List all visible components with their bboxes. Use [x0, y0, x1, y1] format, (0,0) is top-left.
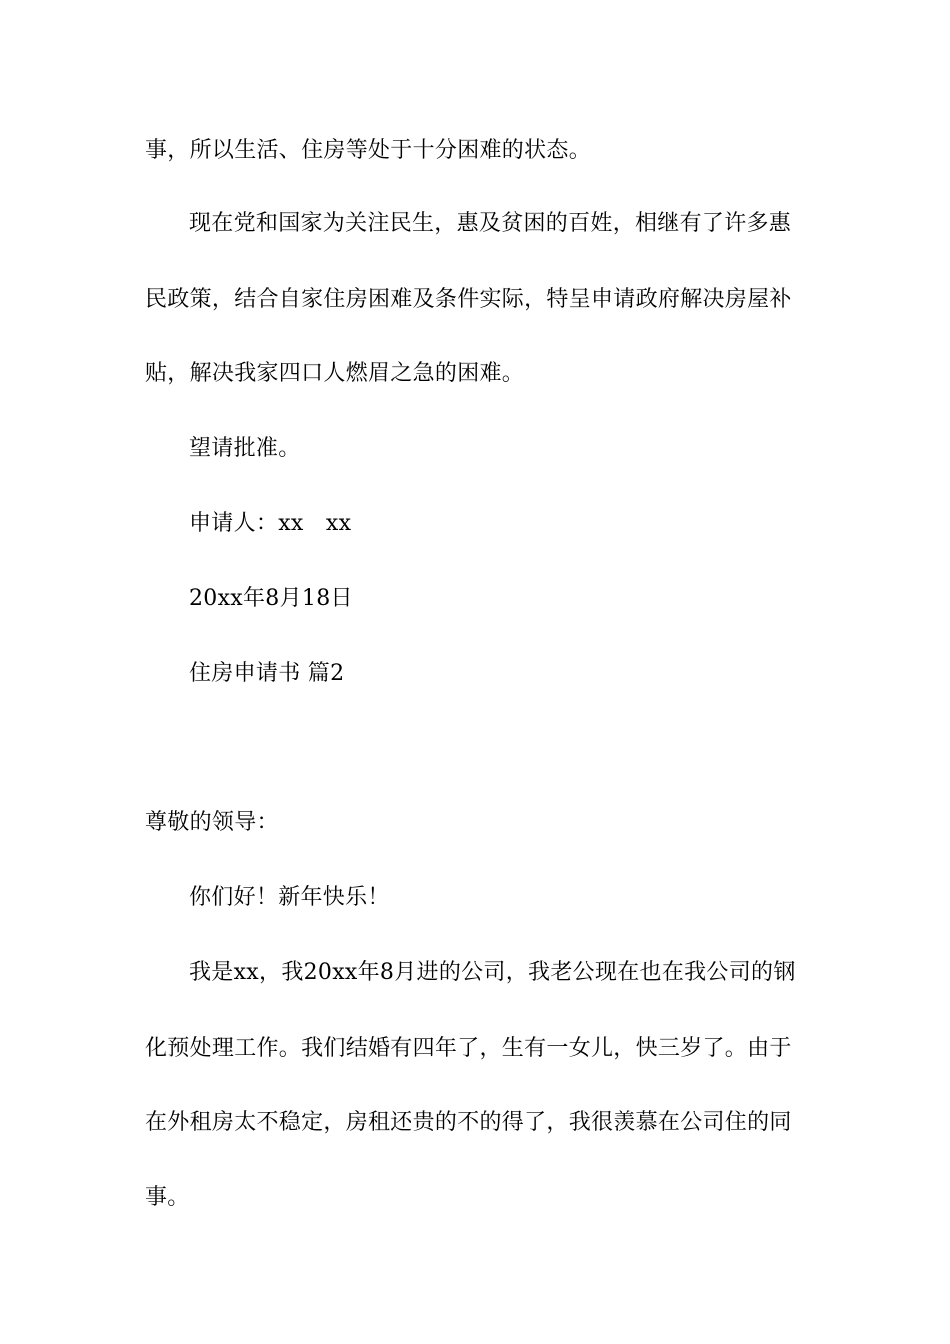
greeting-line: 你们好！新年快乐！	[189, 885, 390, 910]
applicant-line: 申请人：xx xx	[189, 511, 352, 536]
paragraph-line: 化预处理工作。我们结婚有四年了，生有一女儿，快三岁了。由于	[145, 1036, 792, 1061]
paragraph-line: 民政策，结合自家住房困难及条件实际，特呈申请政府解决房屋补	[145, 287, 792, 312]
paragraph-line: 事，所以生活、住房等处于十分困难的状态。	[145, 138, 592, 163]
salutation: 尊敬的领导：	[145, 810, 279, 835]
paragraph-line: 现在党和国家为关注民生，惠及贫困的百姓，相继有了许多惠	[189, 211, 792, 236]
paragraph-line: 事。	[145, 1185, 190, 1210]
paragraph-line: 贴，解决我家四口人燃眉之急的困难。	[145, 361, 525, 386]
date-line: 20xx年8月18日	[189, 586, 353, 611]
paragraph-line: 我是xx，我20xx年8月进的公司，我老公现在也在我公司的钢	[189, 960, 796, 985]
closing-line: 望请批准。	[189, 436, 301, 461]
paragraph-line: 在外租房太不稳定，房租还贵的不的得了，我很羡慕在公司住的同	[145, 1110, 792, 1135]
section-title: 住房申请书 篇2	[189, 661, 345, 686]
